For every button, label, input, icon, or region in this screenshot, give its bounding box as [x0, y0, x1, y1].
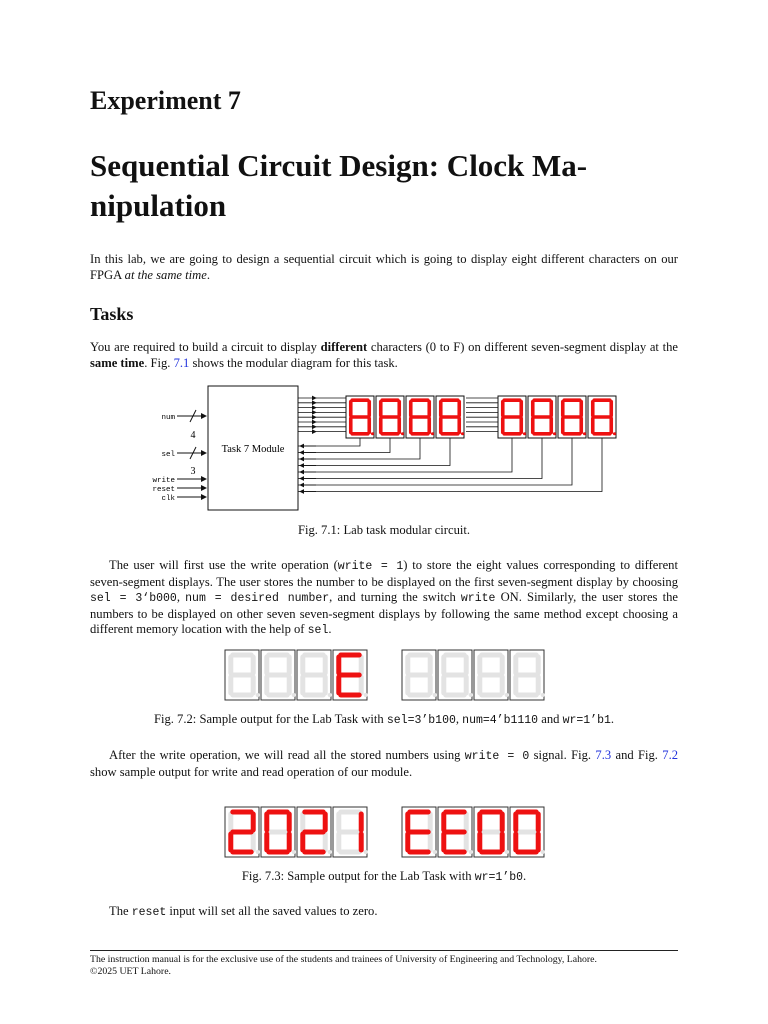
input-clk-label: clk — [161, 495, 175, 503]
seven-segment-digit — [474, 650, 509, 700]
input-num-label: num — [161, 414, 175, 422]
footer-copyright: ©2025 UET Lahore. — [90, 966, 171, 977]
decimal-point — [292, 693, 296, 697]
tasks-paragraph: You are required to build a circuit to display different characters (0 to F) on different seven-segment display at the same time. Fig. 7.1 shows the modular diagram for this task. — [90, 340, 678, 370]
decimal-point — [364, 850, 368, 854]
decimal-point — [256, 693, 260, 697]
seven-segment-digit — [402, 650, 437, 700]
figure-7-3-caption: Fig. 7.3: Sample output for the Lab Task with wr=1’b0. — [241, 869, 527, 884]
decimal-point — [364, 693, 368, 697]
decimal-point — [401, 432, 404, 435]
module-label: Task 7 Module — [221, 444, 285, 455]
figure-reference-link[interactable]: 7.1 — [173, 355, 190, 370]
decimal-point — [461, 432, 464, 435]
module-diagram — [150, 383, 630, 513]
figure-7-1-caption: Fig. 7.1: Lab task modular circuit. — [297, 523, 471, 537]
read-operation-paragraph: After the write operation, we will read all the stored numbers using write = 0 signal. Fig. 7.3 and Fig. 7.2 show sample output for write and read operation of our module. — [90, 748, 679, 779]
decimal-point — [523, 432, 526, 435]
footer — [90, 954, 678, 978]
seven-segment-digit — [225, 650, 260, 700]
bus-width-sel: 3 — [190, 466, 196, 477]
decimal-point — [613, 432, 616, 435]
tasks-heading: Tasks — [90, 304, 134, 324]
decimal-point — [583, 432, 586, 435]
decimal-point — [433, 850, 437, 854]
decimal-point — [256, 850, 260, 854]
decimal-point — [553, 432, 556, 435]
sample-output-write-display — [222, 648, 546, 702]
seven-segment-digit — [498, 396, 526, 438]
input-reset-label: reset — [152, 486, 175, 494]
decimal-point — [292, 850, 296, 854]
chapter-heading: Experiment 7 — [90, 86, 241, 115]
decimal-point — [469, 693, 473, 697]
seven-segment-digit — [376, 396, 404, 438]
reset-paragraph: The reset input will set all the saved values to zero. — [109, 904, 378, 919]
intro-paragraph: In this lab, we are going to design a sequential circuit which is going to display eight different characters on our FPGA at the same time. — [90, 252, 678, 282]
seven-segment-digit — [261, 650, 296, 700]
input-write-label: write — [152, 477, 175, 485]
decimal-point — [541, 850, 545, 854]
seven-segment-digit — [406, 396, 434, 438]
bus-width-num: 4 — [190, 430, 196, 441]
decimal-point — [328, 850, 332, 854]
seven-segment-digit — [510, 650, 545, 700]
figure-7-3-link[interactable]: 7.3 — [595, 748, 612, 762]
write-operation-paragraph: The user will first use the write operation (write = 1) to store the eight values corresponding to different seven-segment displays. The user stores the number to be displayed on the first seven-segment display by choosing sel = 3‘b000, num = desired number, and turning the switch write ON. Similarly, the user stores the numbers to be displayed on other seven seven-segment displays by following the same method except choosing a different memory location with the help of sel. — [90, 558, 678, 638]
page-title: Sequential Circuit Design: Clock Ma-nipulation — [90, 148, 588, 223]
decimal-point — [541, 693, 545, 697]
footer-divider — [90, 950, 678, 951]
sample-output-read-display — [222, 805, 546, 859]
seven-segment-digit — [297, 650, 332, 700]
decimal-point — [328, 693, 332, 697]
decimal-point — [433, 693, 437, 697]
decimal-point — [505, 693, 509, 697]
seven-segment-digit — [558, 396, 586, 438]
seven-segment-digit — [528, 396, 556, 438]
decimal-point — [469, 850, 473, 854]
figure-7-2-link[interactable]: 7.2 — [662, 748, 679, 762]
decimal-point — [505, 850, 509, 854]
input-sel-label: sel — [161, 451, 175, 459]
seven-segment-digit — [436, 396, 464, 438]
decimal-point — [371, 432, 374, 435]
seven-segment-digit — [588, 396, 616, 438]
seven-segment-digit — [346, 396, 374, 438]
seven-segment-digit — [438, 650, 473, 700]
footer-notice: The instruction manual is for the exclusive use of the students and trainees of University of Engineering and Technology, Lahore. — [90, 954, 597, 965]
figure-7-2-caption: Fig. 7.2: Sample output for the Lab Task with sel=3’b100, num=4’b1110 and wr=1’b1. — [153, 712, 615, 727]
decimal-point — [431, 432, 434, 435]
